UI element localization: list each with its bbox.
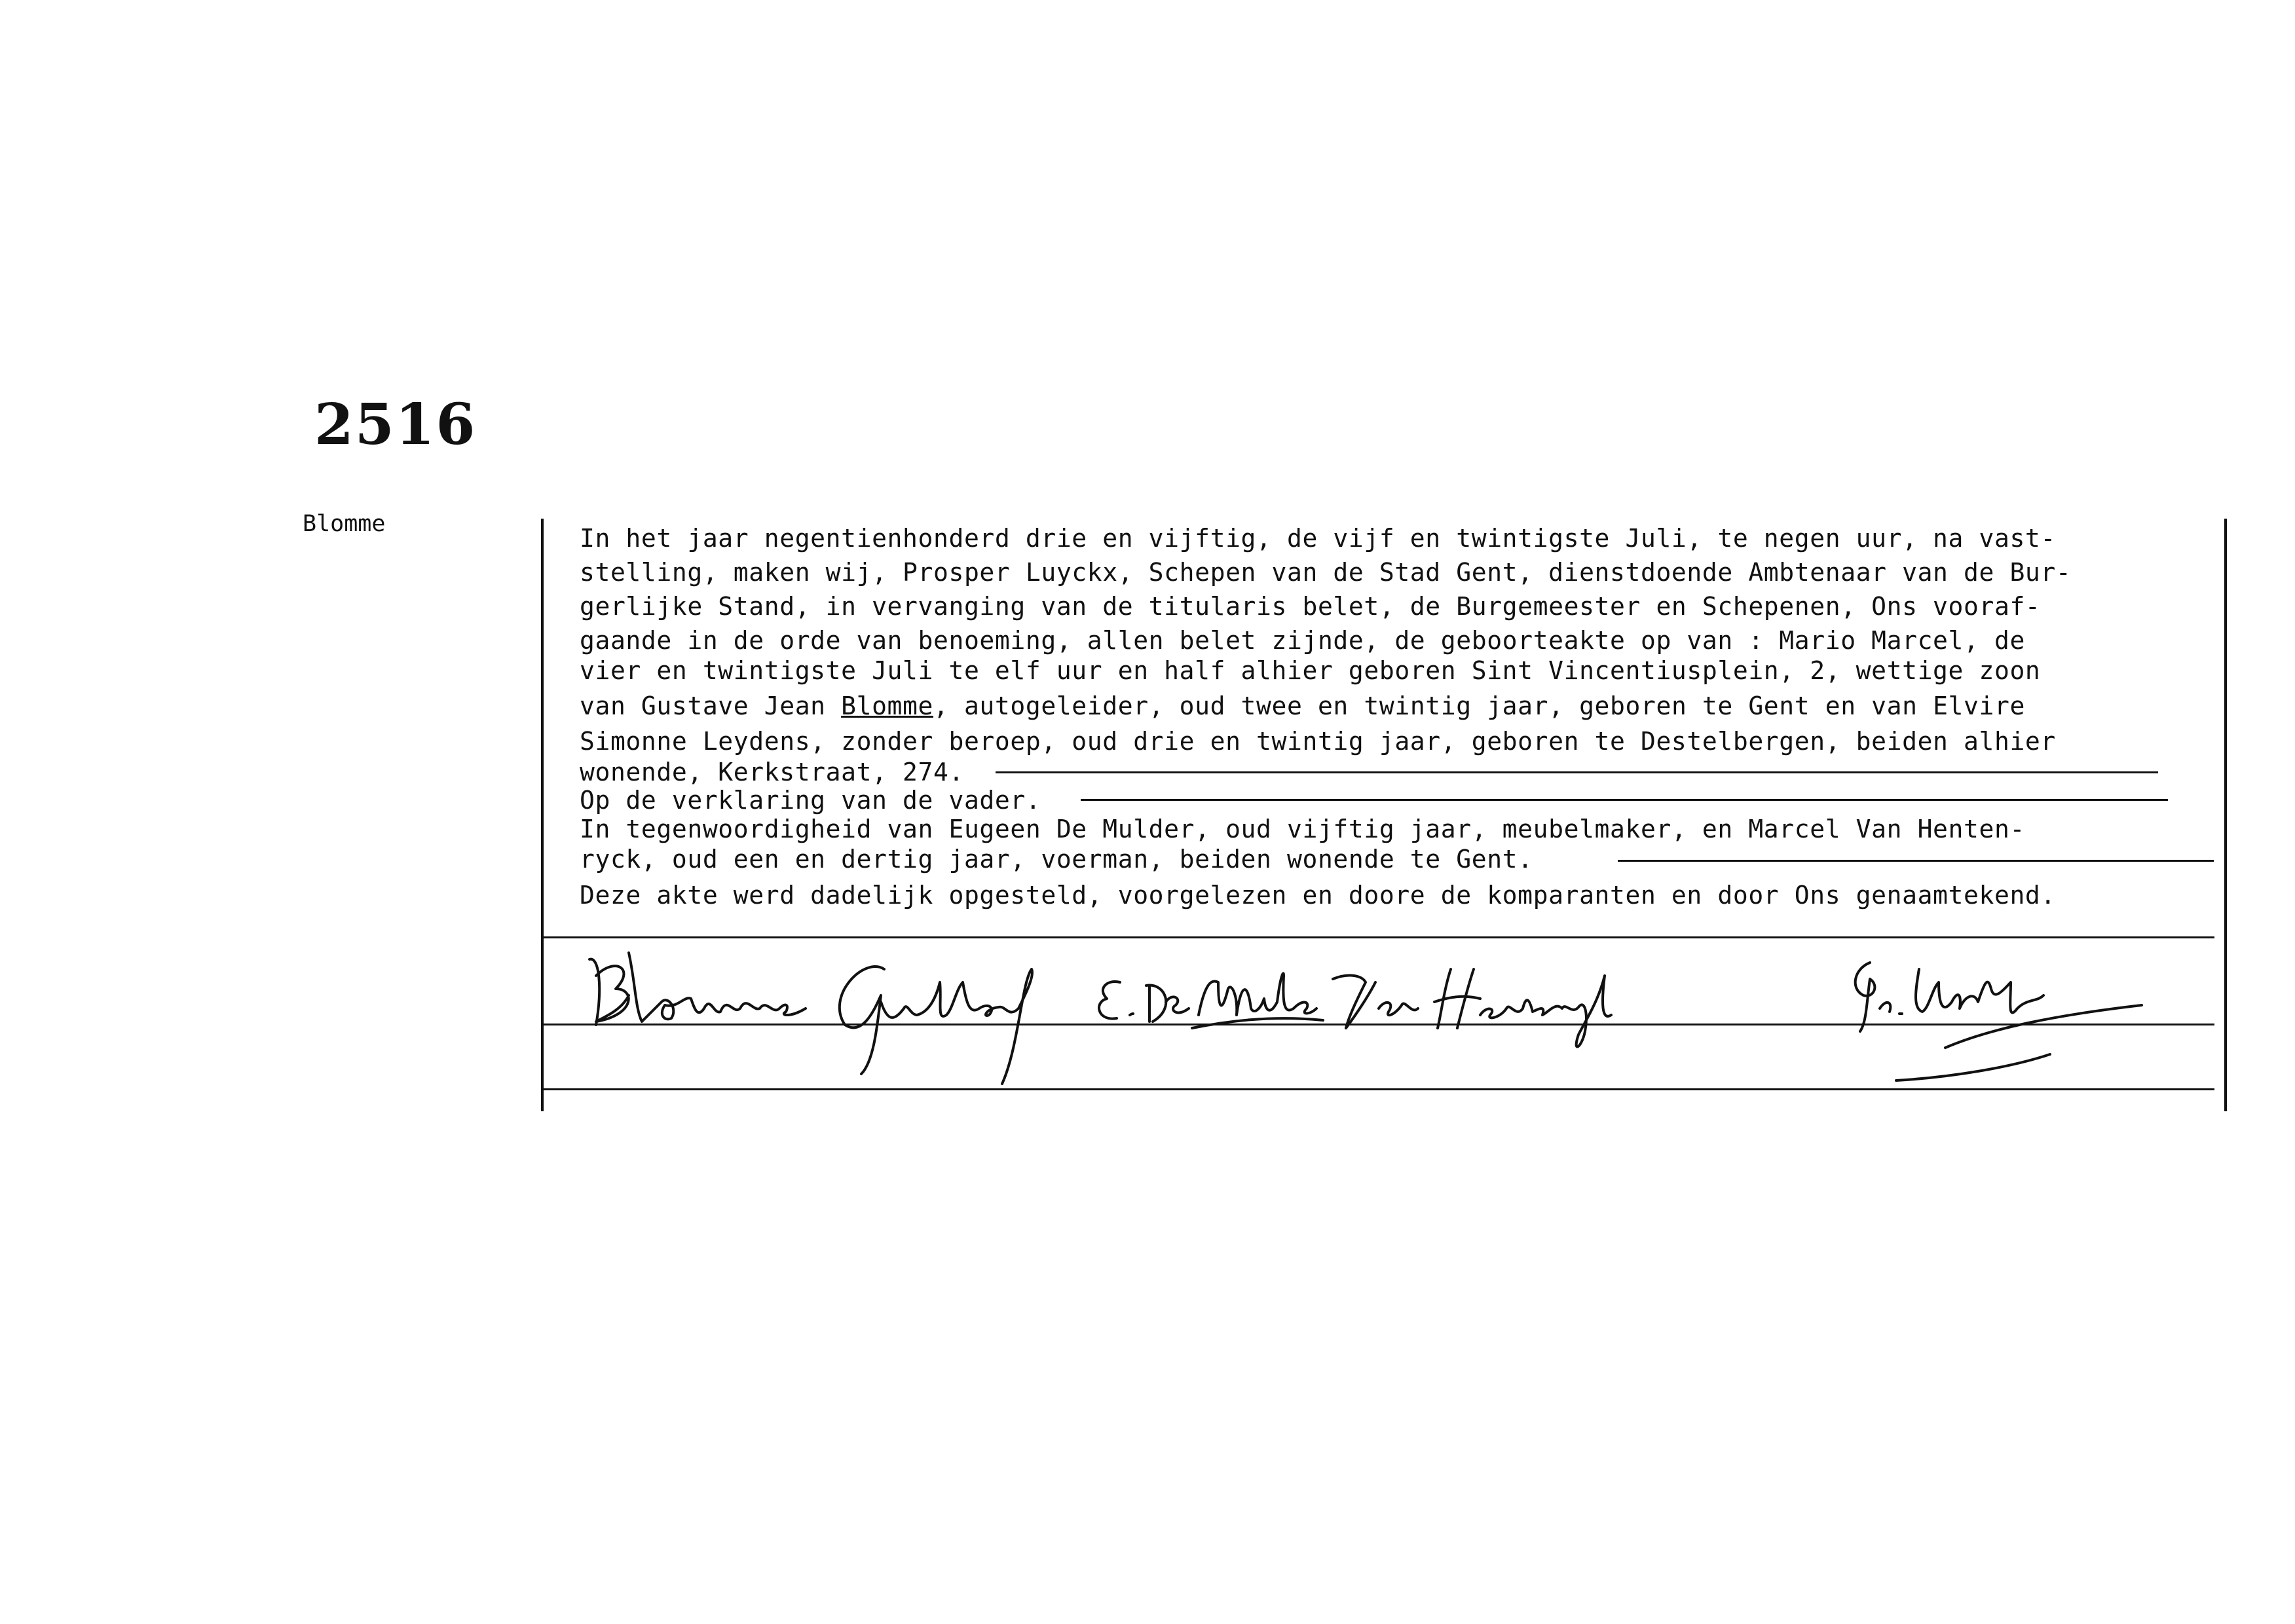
father-surname-underlined: Blomme [841,692,933,720]
signature-officer [1856,963,2142,1080]
text-line-2: stelling, maken wij, Prosper Luyckx, Schepen van de Stad Gent, dienstdoende Ambtenaar van de Bur- [580,558,2072,587]
text-line-8: wonende, Kerkstraat, 274. [580,758,964,786]
text-line-10: In tegenwoordigheid van Eugeen De Mulder, oud vijftig jaar, meubelmaker, en Marcel Van Henten- [580,815,2025,843]
frame-right-border [2224,519,2227,1111]
text-line-6-end: , autogeleider, oud twee en twintig jaar, geboren te Gent en van Elvire [933,692,2025,720]
text-line-3: gerlijke Stand, in vervanging van de titularis belet, de Burgemeester en Schepenen, Ons vooraf- [580,592,2041,621]
margin-surname: Blomme [303,511,386,537]
text-line-7: Simonne Leydens, zonder beroep, oud drie en twintig jaar, geboren te Destelbergen, beiden alhier [580,727,2056,756]
text-line-4: gaande in de orde van benoeming, allen belet zijnde, de geboorteakte op van : Mario Marcel, de [580,626,2025,655]
signatures-area [537,917,2174,1094]
text-line-9: Op de verklaring van de vader. [580,786,1041,815]
signature-witness-de-mulder [1099,973,1323,1028]
text-line-6 [580,692,2025,720]
filler-line-11 [1618,860,2214,862]
filler-line-9 [1081,799,2168,801]
text-line-12: Deze akte werd dadelijk opgesteld, voorgelezen en doore de komparanten en door Ons genaamtekend. [580,881,2056,910]
text-line-1: In het jaar negentienhonderd drie en vijftig, de vijf en twintigste Juli, te negen uur, na vast- [580,524,2056,553]
record-number: 2516 [314,392,477,458]
text-line-6-start: van Gustave Jean [580,692,842,720]
signature-father [589,953,1032,1084]
signature-witness-van-hentenryck [1333,969,1611,1047]
text-line-11: ryck, oud een en dertig jaar, voerman, beiden wonende te Gent. [580,845,1533,874]
filler-line-8 [996,771,2158,773]
text-line-5: vier en twintigste Juli te elf uur en half alhier geboren Sint Vincentiusplein, 2, wettige zoon [580,656,2041,685]
